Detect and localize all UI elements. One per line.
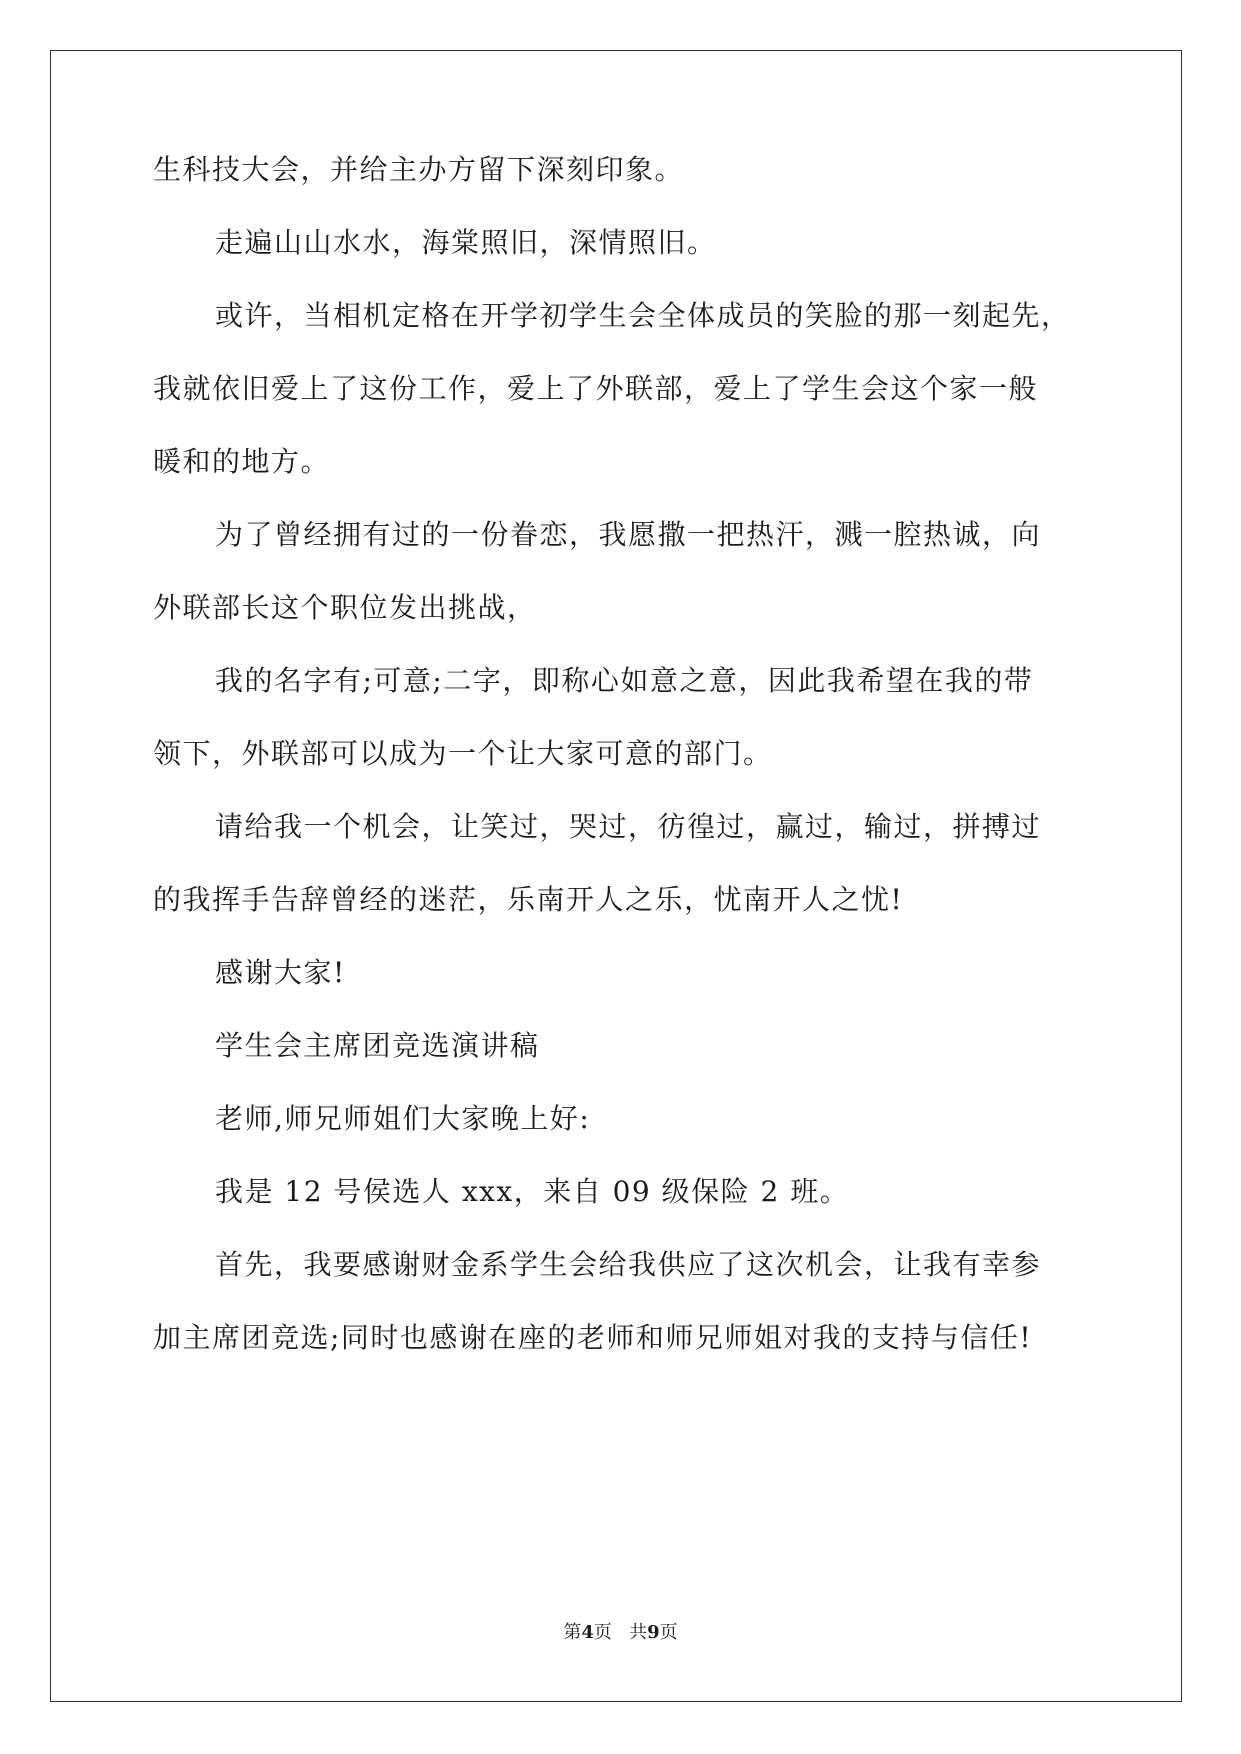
text-line: 外联部长这个职位发出挑战， xyxy=(153,591,537,624)
footer-mid: 页 共 xyxy=(593,1622,648,1643)
text-line: 我就依旧爱上了这份工作，爱上了外联部，爱上了学生会这个家一般 xyxy=(153,372,1039,405)
text-line: 走遍山山水水，海棠照旧，深情照旧。 xyxy=(215,226,717,259)
text-line: 生科技大会，并给主办方留下深刻印象。 xyxy=(153,153,685,186)
text-line: 加主席团竞选;同时也感谢在座的老师和师兄师姐对我的支持与信任! xyxy=(153,1321,1033,1354)
text-line: 请给我一个机会，让笑过，哭过，彷徨过，赢过，输过，拼搏过 xyxy=(215,810,1042,843)
footer-suffix: 页 xyxy=(659,1622,678,1643)
text-line: 学生会主席团竞选演讲稿 xyxy=(215,1029,540,1062)
text-line: 老师,师兄师姐们大家晚上好: xyxy=(215,1102,591,1135)
text-line: 首先，我要感谢财金系学生会给我供应了这次机会，让我有幸参 xyxy=(215,1248,1042,1281)
text-line: 感谢大家! xyxy=(215,956,346,989)
current-page-number: 4 xyxy=(581,1622,594,1643)
footer-prefix: 第 xyxy=(563,1622,582,1643)
text-line: 为了曾经拥有过的一份眷恋，我愿撒一把热汗，溅一腔热诚，向 xyxy=(215,518,1042,551)
text-line: 我的名字有;可意;二字，即称心如意之意，因此我希望在我的带 xyxy=(215,664,1034,697)
text-line: 我是 12 号侯选人 xxx，来自 09 级保险 2 班。 xyxy=(215,1175,850,1208)
text-line: 的我挥手告辞曾经的迷茫，乐南开人之乐，忧南开人之忧! xyxy=(153,883,904,916)
page-footer xyxy=(0,1618,1241,1644)
text-line: 或许，当相机定格在开学初学生会全体成员的笑脸的那一刻起先， xyxy=(215,299,1071,332)
text-line: 暖和的地方。 xyxy=(153,445,331,478)
total-page-number: 9 xyxy=(647,1622,660,1643)
text-line: 领下，外联部可以成为一个让大家可意的部门。 xyxy=(153,737,773,770)
